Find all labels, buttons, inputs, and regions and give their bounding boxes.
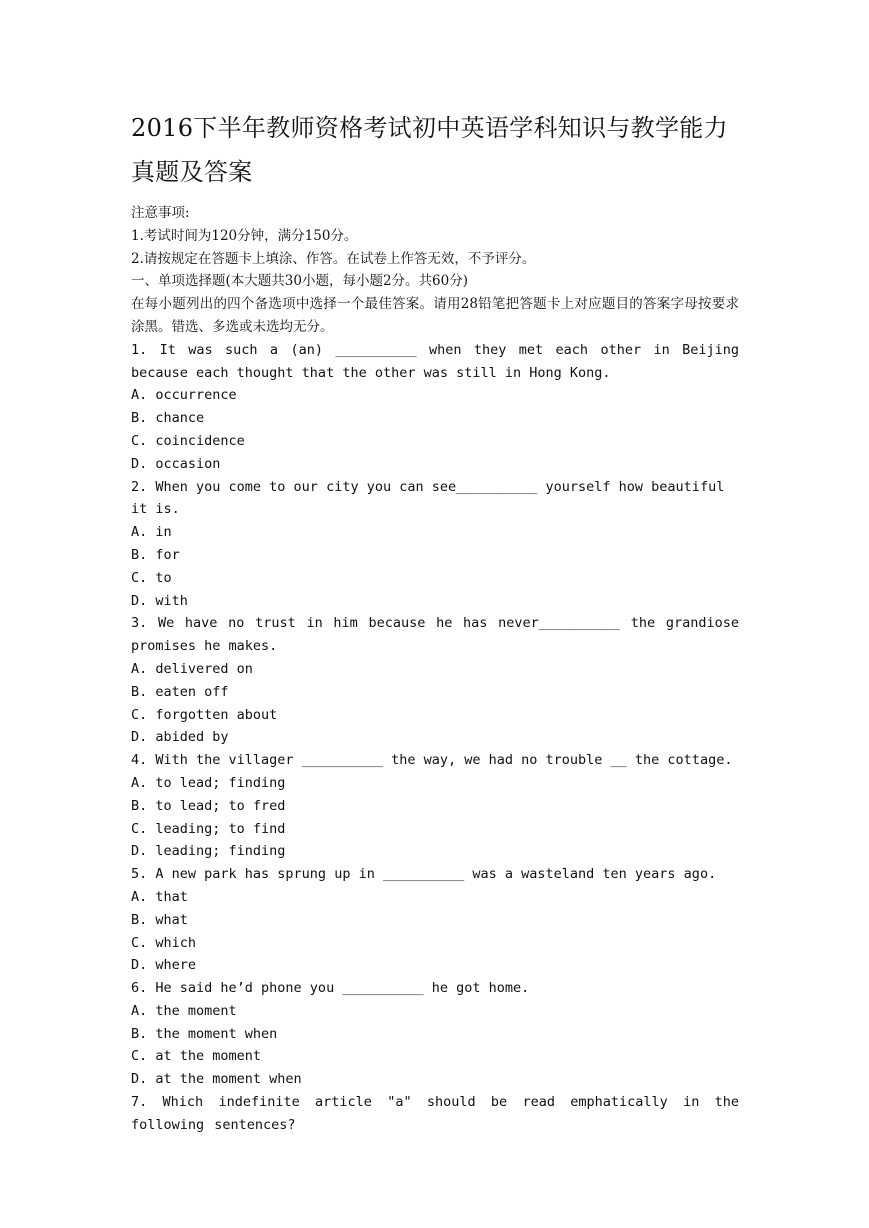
- question-option: C. which: [131, 934, 197, 951]
- document-page: [131, 106, 750, 1137]
- notice-heading: 注意事项:: [131, 205, 190, 221]
- question-option: B. the moment when: [131, 1025, 278, 1042]
- question-stem: 5. A new park has sprung up in __________ was a wasteland ten years ago.: [131, 866, 717, 883]
- question-4: [131, 749, 739, 863]
- section-heading: 一、单项选择题(本大题共30小题，每小题2分。共60分): [131, 273, 468, 290]
- question-option: C. forgotten about: [131, 706, 278, 723]
- document-title: 2016下半年教师资格考试初中英语学科知识与教学能力真题及答案: [131, 114, 728, 186]
- question-option: A. in: [131, 524, 172, 541]
- question-option: C. at the moment: [131, 1048, 262, 1065]
- question-option: B. eaten off: [131, 683, 229, 700]
- question-option: C. coincidence: [131, 432, 245, 449]
- question-option: C. to: [131, 569, 172, 586]
- question-option: B. to lead; to fred: [131, 797, 286, 814]
- question-option: A. the moment: [131, 1002, 237, 1019]
- question-option: D. abided by: [131, 729, 229, 746]
- question-2: [131, 476, 739, 613]
- question-stem: 4. With the villager __________ the way, we had no trouble __ the cottage.: [131, 752, 733, 769]
- question-stem: 7. Which indefinite article "a" should be read emphatically in the following sentences?: [131, 1094, 750, 1133]
- question-stem: 1. It was such a (an) __________ when they met each other in Beijing because each thought that the other was still in Hong Kong.: [131, 341, 748, 381]
- notice-item-2: 2.请按规定在答题卡上填涂、作答。在试卷上作答无效，不予评分。: [131, 250, 536, 267]
- question-option: D. with: [131, 592, 188, 609]
- question-option: B. what: [131, 911, 188, 928]
- question-option: A. to lead; finding: [131, 774, 286, 791]
- question-stem: 3. We have no trust in him because he has never__________ the grandiose promises he makes.: [131, 615, 748, 655]
- question-7: [131, 1091, 750, 1137]
- question-stem: 6. He said he’d phone you __________ he got home.: [131, 980, 530, 997]
- question-option: C. leading; to find: [131, 820, 286, 837]
- question-stem: 2. When you come to our city you can see__________ yourself how beautiful it is.: [131, 478, 733, 518]
- question-5: [131, 863, 739, 977]
- question-6: [131, 977, 739, 1091]
- question-option: A. delivered on: [131, 660, 253, 677]
- question-option: D. at the moment when: [131, 1071, 302, 1088]
- question-option: A. that: [131, 888, 188, 905]
- question-option: D. occasion: [131, 455, 221, 472]
- question-1: [131, 339, 748, 476]
- notice-item-1: 1.考试时间为120分钟，满分150分。: [131, 227, 358, 244]
- section-instructions: 在每小题列出的四个备选项中选择一个最佳答案。请用28铅笔把答题卡上对应题目的答案字母按要求涂黑。错选、多选或未选均无分。: [131, 296, 739, 335]
- question-option: A. occurrence: [131, 387, 237, 404]
- question-option: D. where: [131, 957, 197, 974]
- question-option: B. for: [131, 546, 180, 563]
- question-option: D. leading; finding: [131, 843, 286, 860]
- question-3: [131, 612, 748, 749]
- question-option: B. chance: [131, 410, 205, 427]
